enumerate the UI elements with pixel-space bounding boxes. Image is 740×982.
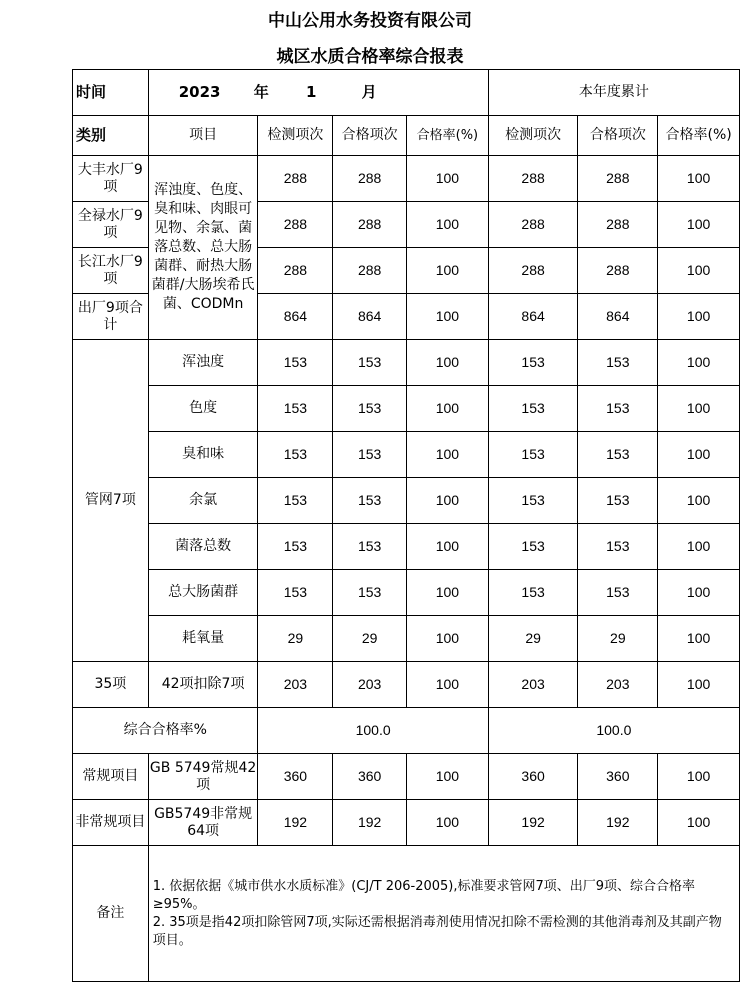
rate-cell: 100 (407, 478, 489, 524)
cum-tests-cell: 29 (488, 616, 578, 662)
overall-value: 100.0 (258, 708, 488, 754)
cum-passed-cell: 153 (578, 524, 658, 570)
cum-rate-cell: 100 (658, 662, 740, 708)
overall-cum-value: 100.0 (488, 708, 739, 754)
cum-passed-cell: 153 (578, 386, 658, 432)
cum-tests-cell: 153 (488, 478, 578, 524)
time-row (73, 70, 740, 116)
regular-category: 常规项目 (73, 754, 149, 800)
overall-row (73, 708, 740, 754)
table-row (73, 800, 740, 846)
col-item: 项目 (148, 116, 258, 156)
cum-rate-cell: 100 (658, 294, 740, 340)
col-category: 类别 (73, 116, 149, 156)
passed-cell: 153 (333, 524, 407, 570)
cum-rate-cell: 100 (658, 800, 740, 846)
plant-items: 浑浊度、色度、臭和味、肉眼可见物、余氯、菌落总数、总大肠菌群、耐热大肠菌群/大肠埃希氏菌、CODMn (148, 156, 258, 340)
plant-category: 全禄水厂9项 (73, 202, 149, 248)
passed-cell: 288 (333, 156, 407, 202)
cum-passed-cell: 288 (578, 156, 658, 202)
col-cum-rate: 合格率(%) (658, 116, 740, 156)
cum-rate-cell: 100 (658, 432, 740, 478)
rate-cell: 100 (407, 616, 489, 662)
cum-tests-cell: 153 (488, 386, 578, 432)
cum-tests-cell: 153 (488, 570, 578, 616)
rate-cell: 100 (407, 156, 489, 202)
table-row (73, 524, 740, 570)
table-row (73, 156, 740, 202)
cum-tests-cell: 153 (488, 340, 578, 386)
passed-cell: 288 (333, 202, 407, 248)
rate-cell: 100 (407, 202, 489, 248)
rate-cell: 100 (407, 662, 489, 708)
col-rate: 合格率(%) (407, 116, 489, 156)
rate-cell: 100 (407, 524, 489, 570)
col-cum-passed: 合格项次 (578, 116, 658, 156)
cum-passed-cell: 288 (578, 202, 658, 248)
network-item: 总大肠菌群 (148, 570, 258, 616)
rate-cell: 100 (407, 294, 489, 340)
report-title: 城区水质合格率综合报表 (276, 47, 464, 67)
cum-passed-cell: 29 (578, 616, 658, 662)
table-row (73, 340, 740, 386)
cum-rate-cell: 100 (658, 478, 740, 524)
cum-rate-cell: 100 (658, 524, 740, 570)
rate-cell: 100 (407, 570, 489, 616)
remarks-text (148, 846, 739, 982)
rate-cell: 100 (407, 248, 489, 294)
cum-passed-cell: 153 (578, 478, 658, 524)
cum-passed-cell: 864 (578, 294, 658, 340)
cum-tests-cell: 203 (488, 662, 578, 708)
cum-rate-cell: 100 (658, 202, 740, 248)
tests-cell: 153 (258, 340, 333, 386)
cum-rate-cell: 100 (658, 340, 740, 386)
cum-rate-cell: 100 (658, 570, 740, 616)
tests-cell: 192 (258, 800, 333, 846)
network-item: 菌落总数 (148, 524, 258, 570)
passed-cell: 153 (333, 478, 407, 524)
cum-passed-cell: 192 (578, 800, 658, 846)
col-cum-tests: 检测项次 (488, 116, 578, 156)
cum-rate-cell: 100 (658, 248, 740, 294)
tests-cell: 29 (258, 616, 333, 662)
cum-passed-cell: 153 (578, 340, 658, 386)
year-unit: 年 (253, 83, 269, 101)
rate-cell: 100 (407, 800, 489, 846)
table-row (73, 616, 740, 662)
row35-item: 42项扣除7项 (148, 662, 258, 708)
cum-passed-cell: 203 (578, 662, 658, 708)
rate-cell: 100 (407, 340, 489, 386)
remarks-label: 备注 (73, 846, 149, 982)
network-item: 色度 (148, 386, 258, 432)
quality-report-table (72, 69, 740, 982)
cum-passed-cell: 153 (578, 432, 658, 478)
passed-cell: 864 (333, 294, 407, 340)
nonregular-category: 非常规项目 (73, 800, 149, 846)
table-row (73, 662, 740, 708)
tests-cell: 153 (258, 386, 333, 432)
tests-cell: 288 (258, 248, 333, 294)
rate-cell: 100 (407, 386, 489, 432)
passed-cell: 29 (333, 616, 407, 662)
nonregular-item: GB5749非常规64项 (148, 800, 258, 846)
time-label: 时间 (73, 70, 149, 116)
row35-category: 35项 (73, 662, 149, 708)
cumulative-header: 本年度累计 (488, 70, 739, 116)
rate-cell: 100 (407, 432, 489, 478)
cum-rate-cell: 100 (658, 156, 740, 202)
cum-tests-cell: 864 (488, 294, 578, 340)
table-row (73, 754, 740, 800)
cum-tests-cell: 288 (488, 202, 578, 248)
remarks-line-2: 2. 35项是指42项扣除管网7项,实际还需根据消毒剂使用情况扣除不需检测的其他消毒剂及其副产物项目。 (152, 914, 722, 948)
passed-cell: 153 (333, 340, 407, 386)
network-item: 耗氧量 (148, 616, 258, 662)
plant-category: 出厂9项合计 (73, 294, 149, 340)
col-tests: 检测项次 (258, 116, 333, 156)
tests-cell: 288 (258, 156, 333, 202)
cum-tests-cell: 288 (488, 156, 578, 202)
rate-cell: 100 (407, 754, 489, 800)
tests-cell: 153 (258, 524, 333, 570)
col-passed: 合格项次 (333, 116, 407, 156)
passed-cell: 203 (333, 662, 407, 708)
plant-category: 大丰水厂9项 (73, 156, 149, 202)
cum-rate-cell: 100 (658, 754, 740, 800)
month-unit: 月 (361, 83, 377, 101)
tests-cell: 153 (258, 478, 333, 524)
passed-cell: 153 (333, 432, 407, 478)
network-item: 余氯 (148, 478, 258, 524)
tests-cell: 288 (258, 202, 333, 248)
passed-cell: 153 (333, 570, 407, 616)
cum-tests-cell: 153 (488, 432, 578, 478)
year-value: 2023 (178, 83, 221, 101)
cum-rate-cell: 100 (658, 386, 740, 432)
network-category: 管网7项 (73, 340, 149, 662)
tests-cell: 864 (258, 294, 333, 340)
passed-cell: 192 (333, 800, 407, 846)
tests-cell: 153 (258, 432, 333, 478)
company-title: 中山公用水务投资有限公司 (268, 11, 472, 31)
passed-cell: 153 (333, 386, 407, 432)
network-item: 臭和味 (148, 432, 258, 478)
table-row (73, 432, 740, 478)
column-header-row (73, 116, 740, 156)
month-value: 1 (305, 83, 317, 101)
passed-cell: 360 (333, 754, 407, 800)
cum-rate-cell: 100 (658, 616, 740, 662)
cum-passed-cell: 288 (578, 248, 658, 294)
table-row (73, 386, 740, 432)
network-item: 浑浊度 (148, 340, 258, 386)
table-row (73, 478, 740, 524)
remarks-row (73, 846, 740, 982)
remarks-line-1: 1. 依据依据《城市供水水质标准》(CJ/T 206-2005),标准要求管网7项、出厂9项、综合合格率≥95%。 (152, 878, 696, 912)
cum-tests-cell: 360 (488, 754, 578, 800)
overall-label: 综合合格率% (73, 708, 258, 754)
tests-cell: 153 (258, 570, 333, 616)
table-row (73, 570, 740, 616)
cum-tests-cell: 192 (488, 800, 578, 846)
tests-cell: 360 (258, 754, 333, 800)
plant-category: 长江水厂9项 (73, 248, 149, 294)
cum-tests-cell: 288 (488, 248, 578, 294)
tests-cell: 203 (258, 662, 333, 708)
report-period (148, 70, 488, 116)
cum-tests-cell: 153 (488, 524, 578, 570)
regular-item: GB 5749常规42项 (148, 754, 258, 800)
cum-passed-cell: 153 (578, 570, 658, 616)
cum-passed-cell: 360 (578, 754, 658, 800)
passed-cell: 288 (333, 248, 407, 294)
